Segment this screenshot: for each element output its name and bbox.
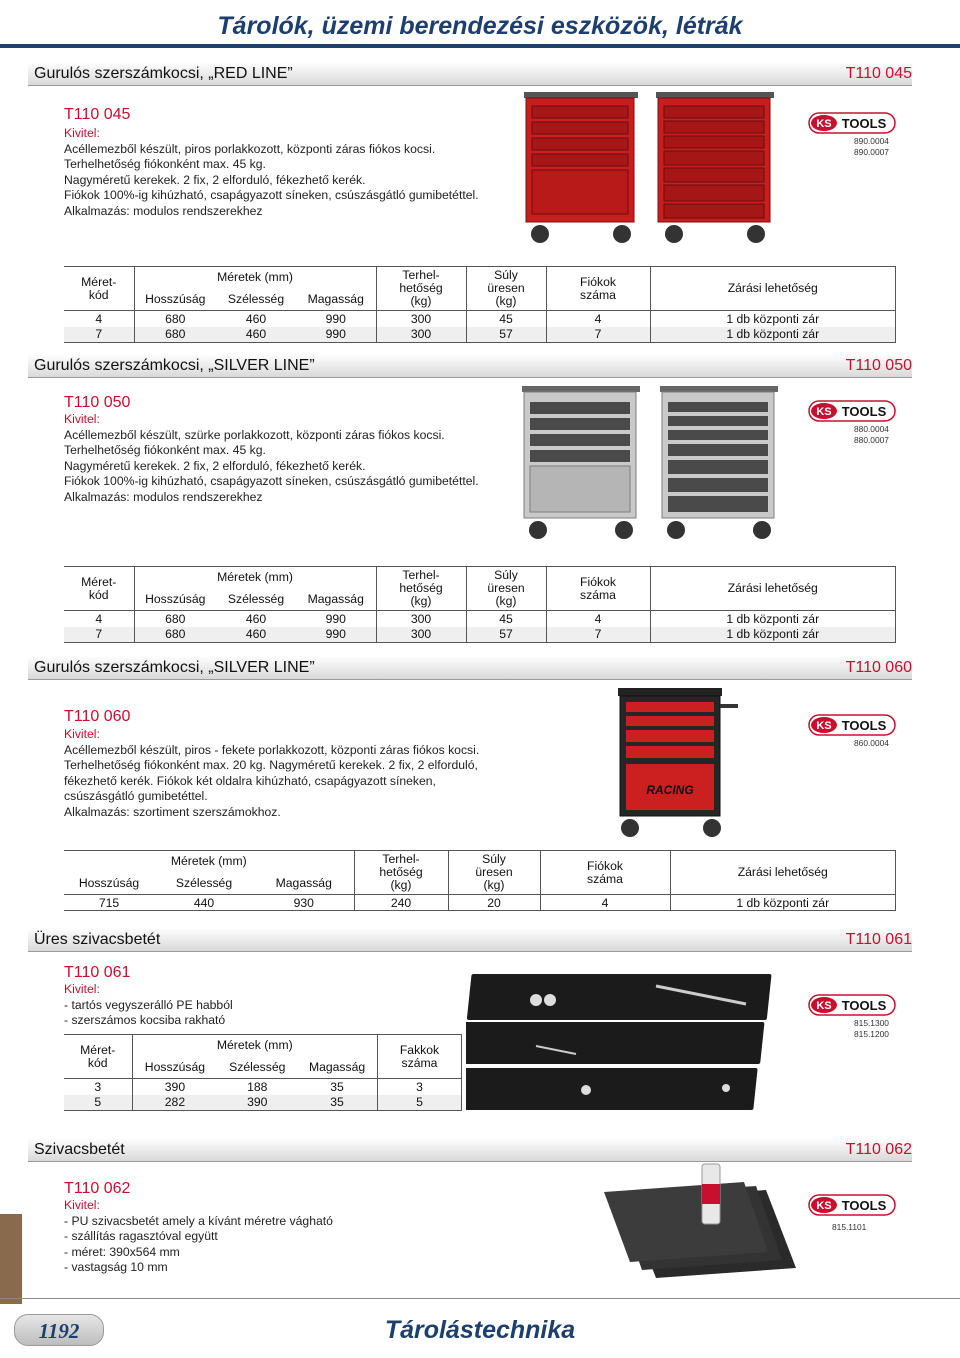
svg-text:KS: KS bbox=[816, 406, 832, 418]
cell: 680 bbox=[165, 311, 186, 326]
section-code: T110 062 bbox=[845, 1141, 912, 1158]
cell: 990 bbox=[325, 611, 346, 626]
article-number: 815.1101 bbox=[832, 1222, 867, 1232]
th-hossz: Hosszúság bbox=[144, 1059, 206, 1074]
article-number: 880.0004 bbox=[854, 424, 889, 434]
cell: 990 bbox=[296, 327, 376, 343]
cell: 7 bbox=[546, 327, 650, 343]
th-fiokok-2: száma bbox=[580, 287, 616, 302]
cell: 188 bbox=[247, 1079, 268, 1094]
cabinet-4-drawer bbox=[524, 92, 638, 243]
item-code: T110 061 bbox=[64, 964, 131, 981]
th-suly-1: Súly bbox=[494, 568, 518, 582]
footer-title: Tárolástechnika bbox=[384, 1316, 576, 1344]
th-fiokok-1: Fiókok bbox=[587, 858, 623, 873]
desc-line: - szállítás ragasztóval együtt bbox=[64, 1229, 218, 1244]
spec-table-t110-045 bbox=[64, 266, 896, 343]
th-terhel-3: (kg) bbox=[410, 594, 432, 608]
desc-line: - szerszámos kocsiba rakható bbox=[64, 1013, 226, 1028]
cell: 390 bbox=[164, 1079, 186, 1094]
desc-line: Nagyméretű kerekek. 2 fix, 2 elforduló, fékezhető kerék. bbox=[64, 458, 366, 473]
item-description bbox=[64, 412, 479, 506]
kivitel-label: Kivitel: bbox=[64, 982, 100, 996]
section-bar-red-line bbox=[28, 62, 912, 86]
cell: 4 bbox=[64, 611, 134, 627]
cell: 45 bbox=[466, 311, 546, 327]
th-suly-3: (kg) bbox=[495, 594, 517, 608]
cell: 45 bbox=[466, 611, 546, 627]
th-hossz: Hosszúság bbox=[78, 875, 140, 890]
desc-line: - vastagság 10 mm bbox=[64, 1260, 168, 1275]
section-code: T110 061 bbox=[845, 931, 912, 948]
kivitel-label: Kivitel: bbox=[64, 126, 100, 140]
section-title: Gurulós szerszámkocsi, „SILVER LINE” bbox=[34, 659, 315, 676]
cell: 7 bbox=[546, 627, 650, 643]
th-suly-3: (kg) bbox=[495, 294, 517, 308]
cell: 300 bbox=[376, 327, 466, 343]
article-number: 860.0004 bbox=[854, 738, 889, 748]
foam-inserts-image bbox=[466, 970, 782, 1114]
footer-rule bbox=[0, 1298, 960, 1299]
desc-line: Acéllemezből készült, piros - fekete porlakkozott, központi záras fiókos kocsi. bbox=[64, 742, 480, 757]
cabinet-4-drawer bbox=[522, 386, 640, 539]
section-title: Üres szivacsbetét bbox=[34, 931, 161, 948]
th-suly-2: üresen bbox=[487, 281, 525, 295]
cell: 460 bbox=[245, 611, 267, 626]
page-title: Tárolók, üzemi berendezési eszközök, létrák bbox=[217, 12, 743, 40]
th-terhel-1: Terhel- bbox=[402, 268, 440, 282]
th-meretek: Méretek (mm) bbox=[217, 270, 293, 285]
item-code: T110 062 bbox=[64, 1180, 131, 1197]
svg-text:TOOLS: TOOLS bbox=[841, 998, 887, 1013]
desc-line: Alkalmazás: szortiment szerszámokhoz. bbox=[64, 804, 281, 819]
th-mag: Magasság bbox=[275, 875, 332, 890]
th-fiokok-1: Fiókok bbox=[580, 574, 616, 589]
th-terhel-2: hetőség bbox=[379, 865, 423, 879]
cell: 282 bbox=[132, 1095, 217, 1111]
cell: 1 db központi zár bbox=[650, 327, 896, 343]
table-row bbox=[64, 327, 896, 343]
cell: 990 bbox=[296, 627, 376, 643]
th-suly-2: üresen bbox=[487, 581, 525, 595]
kivitel-label: Kivitel: bbox=[64, 412, 100, 426]
cell: 4 bbox=[540, 895, 670, 911]
section-bar-foam bbox=[28, 1138, 912, 1162]
th-terhel-3: (kg) bbox=[410, 294, 432, 308]
desc-line: Terhelhetőség fiókonként max. 45 kg. bbox=[64, 157, 266, 172]
th-fakkok-1: Fakkok bbox=[399, 1042, 440, 1057]
th-suly-1: Súly bbox=[494, 268, 518, 282]
section-bar-silver-line-racing bbox=[28, 656, 912, 680]
desc-line: Fiókok 100%-ig kihúzható, csapágyazott síneken, csúszásgátló gumibetéttel. bbox=[64, 474, 479, 489]
article-number: 815.1300 bbox=[854, 1018, 889, 1028]
section-title: Szivacsbetét bbox=[34, 1141, 125, 1158]
item-description bbox=[64, 126, 479, 220]
section-code: T110 060 bbox=[845, 659, 912, 676]
th-zar: Zárási lehetőség bbox=[650, 567, 896, 611]
cell: 4 bbox=[546, 611, 650, 627]
th-hossz: Hosszúság bbox=[145, 591, 206, 606]
racing-tool-trolley-image bbox=[604, 684, 748, 842]
cell: 240 bbox=[354, 895, 448, 911]
th-mag: Magasság bbox=[308, 1059, 366, 1074]
cell: 440 bbox=[154, 895, 254, 911]
cell: 4 bbox=[546, 311, 650, 327]
cell: 680 bbox=[134, 627, 216, 643]
desc-line: Acéllemezből készült, piros porlakkozott, központi záras fiókos kocsi. bbox=[64, 141, 436, 156]
section-bar-empty-foam bbox=[28, 928, 912, 952]
cell: 4 bbox=[64, 311, 134, 327]
th-meret-2: kód bbox=[87, 1055, 108, 1070]
table-row bbox=[64, 1095, 462, 1111]
th-meret-1: Méret- bbox=[80, 1042, 116, 1057]
th-meret-1: Méret- bbox=[81, 574, 117, 589]
th-szel: Szélesség bbox=[227, 291, 285, 306]
cell: 680 bbox=[134, 327, 216, 343]
cell: 5 bbox=[64, 1095, 132, 1111]
cell: 1 db központi zár bbox=[650, 611, 896, 627]
desc-line: Alkalmazás: modulos rendszerekhez bbox=[64, 489, 263, 504]
th-fiokok-1: Fiókok bbox=[580, 274, 616, 289]
desc-line: - méret: 390x564 mm bbox=[64, 1244, 180, 1259]
svg-text:KS: KS bbox=[816, 1000, 832, 1012]
table-row bbox=[64, 627, 896, 643]
page-number: 1192 bbox=[14, 1314, 104, 1346]
item-description bbox=[64, 1198, 333, 1276]
ks-tools-logo bbox=[808, 714, 896, 736]
th-fiokok-2: száma bbox=[587, 871, 623, 886]
desc-line: fékezhető kerék. Fiókok két oldalra kihúzható, csapágyazott síneken, bbox=[64, 773, 436, 788]
th-meretek: Méretek (mm) bbox=[217, 570, 293, 585]
desc-line: - PU szivacsbetét amely a kívánt méretre vágható bbox=[64, 1213, 333, 1228]
section-title: Gurulós szerszámkocsi, „RED LINE” bbox=[34, 65, 293, 82]
item-code: T110 060 bbox=[64, 708, 131, 725]
cabinet-7-drawer bbox=[660, 386, 778, 539]
th-meretek: Méretek (mm) bbox=[170, 854, 247, 869]
th-meret-2: kód bbox=[88, 587, 109, 602]
cell: 7 bbox=[64, 327, 134, 343]
table-row bbox=[64, 311, 896, 327]
cell: 715 bbox=[64, 895, 154, 911]
spec-table-t110-061 bbox=[64, 1034, 462, 1111]
desc-line: csúszásgátló gumibetéttel. bbox=[64, 789, 208, 804]
cell: 930 bbox=[254, 895, 354, 911]
svg-text:TOOLS: TOOLS bbox=[841, 116, 887, 131]
cell: 300 bbox=[376, 311, 466, 327]
th-terhel-1: Terhel- bbox=[402, 568, 440, 582]
cell: 35 bbox=[330, 1079, 344, 1094]
cabinet-7-drawer bbox=[656, 92, 774, 243]
desc-line: Alkalmazás: modulos rendszerekhez bbox=[64, 203, 263, 218]
cell: 57 bbox=[466, 327, 546, 343]
cell: 1 db központi zár bbox=[670, 895, 896, 911]
svg-text:TOOLS: TOOLS bbox=[841, 1198, 887, 1213]
section-code: T110 045 bbox=[845, 65, 912, 82]
section-title: Gurulós szerszámkocsi, „SILVER LINE” bbox=[34, 357, 315, 374]
cell: 1 db központi zár bbox=[650, 627, 896, 643]
th-meret-2: kód bbox=[88, 287, 109, 302]
spec-table-t110-060 bbox=[64, 850, 896, 911]
cell: 57 bbox=[466, 627, 546, 643]
th-suly-3: (kg) bbox=[483, 878, 505, 892]
cell: 390 bbox=[217, 1095, 297, 1111]
red-tool-cabinets-image bbox=[518, 88, 780, 248]
table-row bbox=[64, 1079, 462, 1095]
article-number: 890.0007 bbox=[854, 146, 889, 157]
cell: 460 bbox=[245, 311, 267, 326]
ks-tools-logo bbox=[808, 1194, 896, 1216]
svg-text:KS: KS bbox=[816, 1200, 832, 1212]
cell: 20 bbox=[448, 895, 540, 911]
th-suly-2: üresen bbox=[475, 865, 513, 879]
table-row bbox=[64, 611, 896, 627]
th-szel: Szélesség bbox=[175, 875, 233, 890]
article-number: 880.0007 bbox=[854, 434, 889, 445]
desc-line: Acéllemezből készült, szürke porlakkozott, központi záras fiókos kocsi. bbox=[64, 427, 445, 442]
cell: 680 bbox=[165, 611, 186, 626]
foam-sheets-image bbox=[596, 1160, 810, 1282]
spec-table-t110-050 bbox=[64, 566, 896, 643]
cell: 460 bbox=[216, 327, 296, 343]
th-suly-1: Súly bbox=[482, 852, 506, 866]
table-row bbox=[64, 895, 896, 911]
desc-line: Terhelhetőség fiókonként max. 20 kg. Nagyméretű kerekek. 2 fix, 2 elforduló, bbox=[64, 758, 478, 773]
th-zar: Zárási lehetőség bbox=[650, 267, 896, 311]
article-number: 815.1200 bbox=[854, 1028, 889, 1039]
th-zar: Zárási lehetőség bbox=[670, 851, 896, 895]
cell: 300 bbox=[376, 611, 466, 627]
th-terhel-2: hetőség bbox=[399, 581, 443, 595]
th-meret-1: Méret- bbox=[81, 274, 117, 289]
cell: 300 bbox=[376, 627, 466, 643]
cell: 1 db központi zár bbox=[650, 311, 896, 327]
desc-line: - tartós vegyszerálló PE habból bbox=[64, 997, 233, 1012]
th-fakkok-2: száma bbox=[401, 1055, 438, 1070]
desc-line: Terhelhetőség fiókonként max. 45 kg. bbox=[64, 443, 266, 458]
svg-text:TOOLS: TOOLS bbox=[841, 718, 887, 733]
desc-line: Nagyméretű kerekek. 2 fix, 2 elforduló, fékezhető kerék. bbox=[64, 172, 366, 187]
section-bar-silver-line bbox=[28, 354, 912, 378]
cell: 3 bbox=[378, 1079, 462, 1095]
item-description bbox=[64, 727, 479, 821]
th-terhel-2: hetőség bbox=[399, 281, 443, 295]
th-mag: Magasság bbox=[307, 591, 364, 606]
article-number: 890.0004 bbox=[854, 136, 889, 146]
cell: 35 bbox=[297, 1095, 377, 1111]
side-tab bbox=[0, 1214, 22, 1304]
th-mag: Magasság bbox=[307, 291, 364, 306]
th-fiokok-2: száma bbox=[580, 587, 616, 602]
ks-tools-logo bbox=[808, 400, 896, 422]
kivitel-label: Kivitel: bbox=[64, 1198, 100, 1212]
cell: 5 bbox=[378, 1095, 462, 1111]
cell: 460 bbox=[216, 627, 296, 643]
section-code: T110 050 bbox=[845, 357, 912, 374]
svg-text:KS: KS bbox=[816, 720, 832, 732]
silver-tool-cabinets-image bbox=[516, 384, 784, 544]
racing-label: RACING bbox=[646, 783, 694, 797]
svg-text:TOOLS: TOOLS bbox=[841, 404, 887, 419]
item-code: T110 045 bbox=[64, 106, 131, 123]
th-szel: Szélesség bbox=[229, 1059, 286, 1074]
ks-tools-logo bbox=[808, 994, 896, 1016]
cell: 990 bbox=[325, 311, 346, 326]
kivitel-label: Kivitel: bbox=[64, 727, 100, 741]
th-szel: Szélesség bbox=[227, 591, 285, 606]
th-terhel-1: Terhel- bbox=[382, 852, 420, 866]
header-rule bbox=[0, 44, 960, 48]
cell: 3 bbox=[64, 1079, 132, 1095]
th-terhel-3: (kg) bbox=[390, 878, 412, 892]
item-code: T110 050 bbox=[64, 394, 131, 411]
desc-line: Fiókok 100%-ig kihúzható, csapágyazott síneken, csúszásgátló gumibetéttel. bbox=[64, 188, 479, 203]
svg-text:KS: KS bbox=[816, 118, 832, 130]
cell: 7 bbox=[64, 627, 134, 643]
item-description bbox=[64, 982, 233, 1029]
ks-tools-logo bbox=[808, 112, 896, 134]
th-meretek: Méretek (mm) bbox=[216, 1038, 293, 1053]
th-hossz: Hosszúság bbox=[145, 291, 206, 306]
